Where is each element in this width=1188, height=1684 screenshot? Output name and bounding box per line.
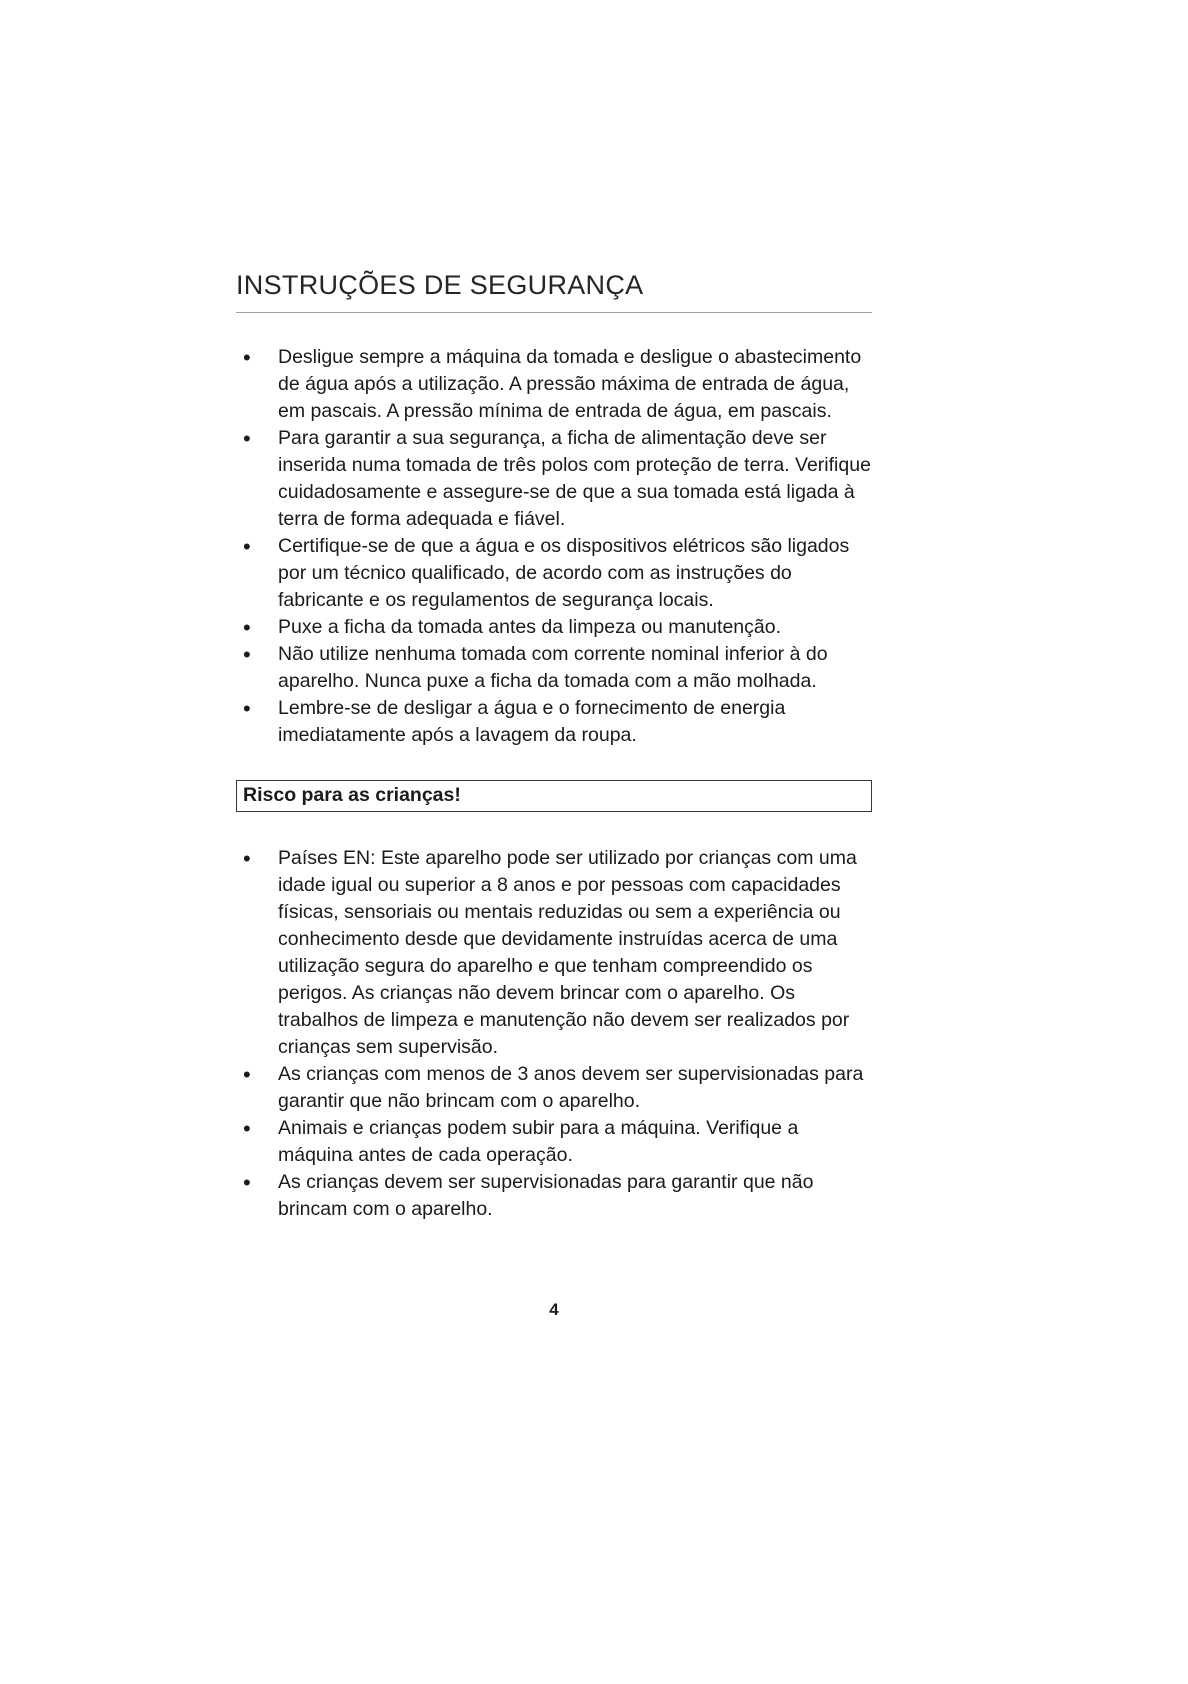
bullet-item: • Puxe a ficha da tomada antes da limpeza ou manutenção.: [236, 614, 872, 641]
bullet-item: • As crianças com menos de 3 anos devem ser supervisionadas para garantir que não brincam com o aparelho.: [236, 1061, 872, 1115]
bullet-item: • Certifique-se de que a água e os dispositivos elétricos são ligados por um técnico qualificado, de acordo com as instruções do fabricante e os regulamentos de segurança locais.: [236, 533, 872, 614]
safety-instructions-list: [236, 344, 872, 749]
bullet-item: • Para garantir a sua segurança, a ficha de alimentação deve ser inserida numa tomada de três polos com proteção de terra. Verifique cuidadosamente e assegure-se de que a sua tomada está ligada à terra de forma adequada e fiável.: [236, 425, 872, 533]
bullet-item: • Desligue sempre a máquina da tomada e desligue o abastecimento de água após a utilização. A pressão máxima de entrada de água, em pascais. A pressão mínima de entrada de água, em pascais.: [236, 344, 872, 425]
bullet-item: • Animais e crianças podem subir para a máquina. Verifique a máquina antes de cada operação.: [236, 1115, 872, 1169]
bullet-item: • Não utilize nenhuma tomada com corrente nominal inferior à do aparelho. Nunca puxe a ficha da tomada com a mão molhada.: [236, 641, 872, 695]
page-content: [236, 270, 872, 1223]
bullet-item: • Países EN: Este aparelho pode ser utilizado por crianças com uma idade igual ou superior a 8 anos e por pessoas com capacidades físicas, sensoriais ou mentais reduzidas ou sem a experiência ou conhecimento desde que devidamente instruídas acerca de uma utilização segura do aparelho e que tenham compreendido os perigos. As crianças não devem brincar com o aparelho. Os trabalhos de limpeza e manutenção não devem ser realizados por crianças sem supervisão.: [236, 845, 872, 1061]
page-number: 4: [549, 1300, 559, 1319]
children-risk-list: [236, 845, 872, 1223]
bullet-item: • As crianças devem ser supervisionadas para garantir que não brincam com o aparelho.: [236, 1169, 872, 1223]
page-title: INSTRUÇÕES DE SEGURANÇA: [236, 270, 872, 313]
bullet-item: • Lembre-se de desligar a água e o fornecimento de energia imediatamente após a lavagem da roupa.: [236, 695, 872, 749]
risk-children-heading: Risco para as crianças!: [236, 780, 872, 812]
